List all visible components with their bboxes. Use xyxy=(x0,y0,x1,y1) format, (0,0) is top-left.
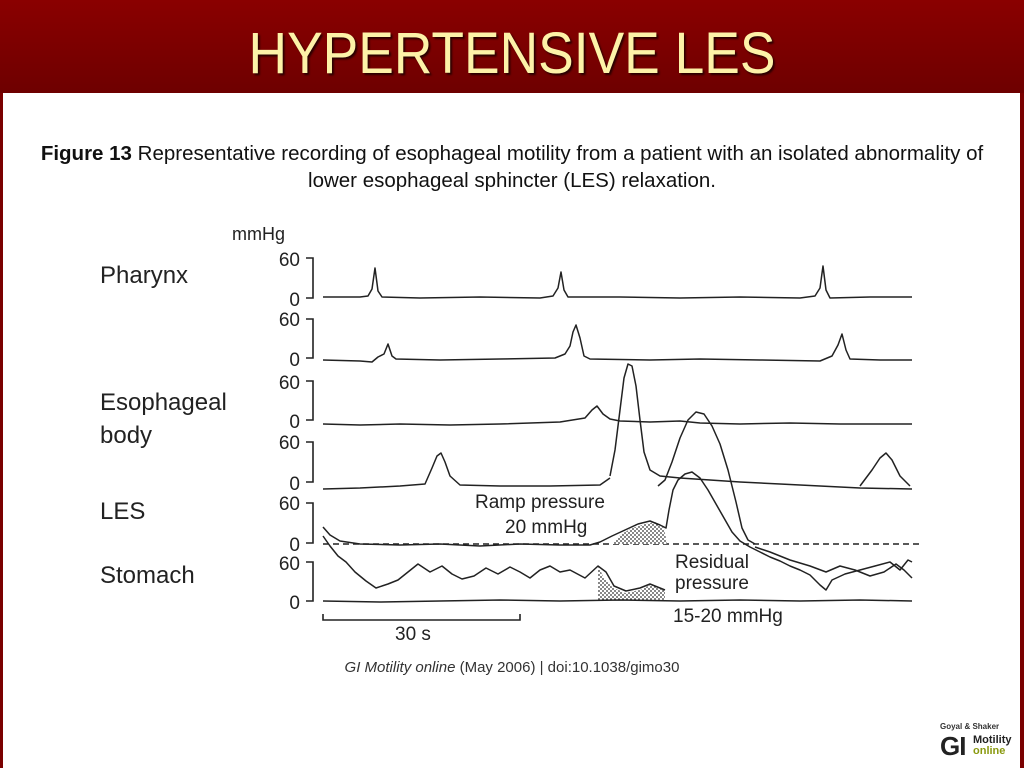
tick-label: 60 xyxy=(278,310,300,331)
logo-authors: Goyal & Shaker xyxy=(940,722,1000,731)
citation-journal: GI Motility online xyxy=(344,659,456,676)
gi-motility-logo xyxy=(940,722,1020,766)
unit-label: mmHg xyxy=(232,224,285,244)
tick-label: 0 xyxy=(289,593,300,614)
residual-annotation-line2: pressure xyxy=(675,573,749,594)
citation xyxy=(0,659,1024,676)
tick-label: 0 xyxy=(289,290,300,311)
pharynx-trace-2 xyxy=(323,325,912,362)
logo-motility: Motility xyxy=(973,734,1012,746)
logo-online: online xyxy=(973,745,1006,757)
channel-label-stomach: Stomach xyxy=(100,562,195,589)
residual-pressure-shaded xyxy=(598,566,665,600)
pharynx-trace-1 xyxy=(323,266,912,298)
caption-text: Representative recording of esophageal motility from a patient with an isolated abnormality of lower esophageal sphincter (LES) relaxation. xyxy=(137,142,984,192)
channel-label-esophageal: Esophageal xyxy=(100,389,227,416)
esophageal-body-trace-1 xyxy=(323,406,912,425)
time-scale-bar xyxy=(323,614,520,620)
ramp-annotation-line1: Ramp pressure xyxy=(475,492,605,513)
tick-label: 0 xyxy=(289,474,300,495)
tick-label: 0 xyxy=(289,412,300,433)
esophageal-body-trace-2 xyxy=(323,453,610,489)
tick-label: 60 xyxy=(278,433,300,454)
tick-label: 60 xyxy=(278,554,300,575)
citation-detail: (May 2006) | doi:10.1038/gimo30 xyxy=(459,659,680,676)
figure-label: Figure 13 xyxy=(40,142,132,165)
residual-annotation-line3: 15-20 mmHg xyxy=(673,606,783,627)
axis-brackets xyxy=(306,258,313,601)
les-trace xyxy=(323,472,912,590)
channel-label-les: LES xyxy=(100,498,146,525)
tick-label: 60 xyxy=(278,494,300,515)
time-scale-label: 30 s xyxy=(395,624,431,645)
esophageal-body-trace-2b xyxy=(860,453,910,486)
channel-label-pharynx: Pharynx xyxy=(100,262,189,289)
tick-label: 0 xyxy=(289,350,300,371)
ramp-annotation-line2: 20 mmHg xyxy=(505,517,588,538)
logo-gi: GI xyxy=(940,731,966,761)
residual-annotation-line1: Residual xyxy=(675,552,749,573)
esophageal-body-high-peak xyxy=(610,364,912,489)
tick-label: 0 xyxy=(289,535,300,556)
stomach-baseline-trace xyxy=(323,600,912,602)
channel-label-body: body xyxy=(100,422,153,449)
slide-title: HYPERTENSIVE LES xyxy=(248,21,776,86)
tick-label: 60 xyxy=(278,373,300,394)
tick-label: 60 xyxy=(278,250,300,271)
